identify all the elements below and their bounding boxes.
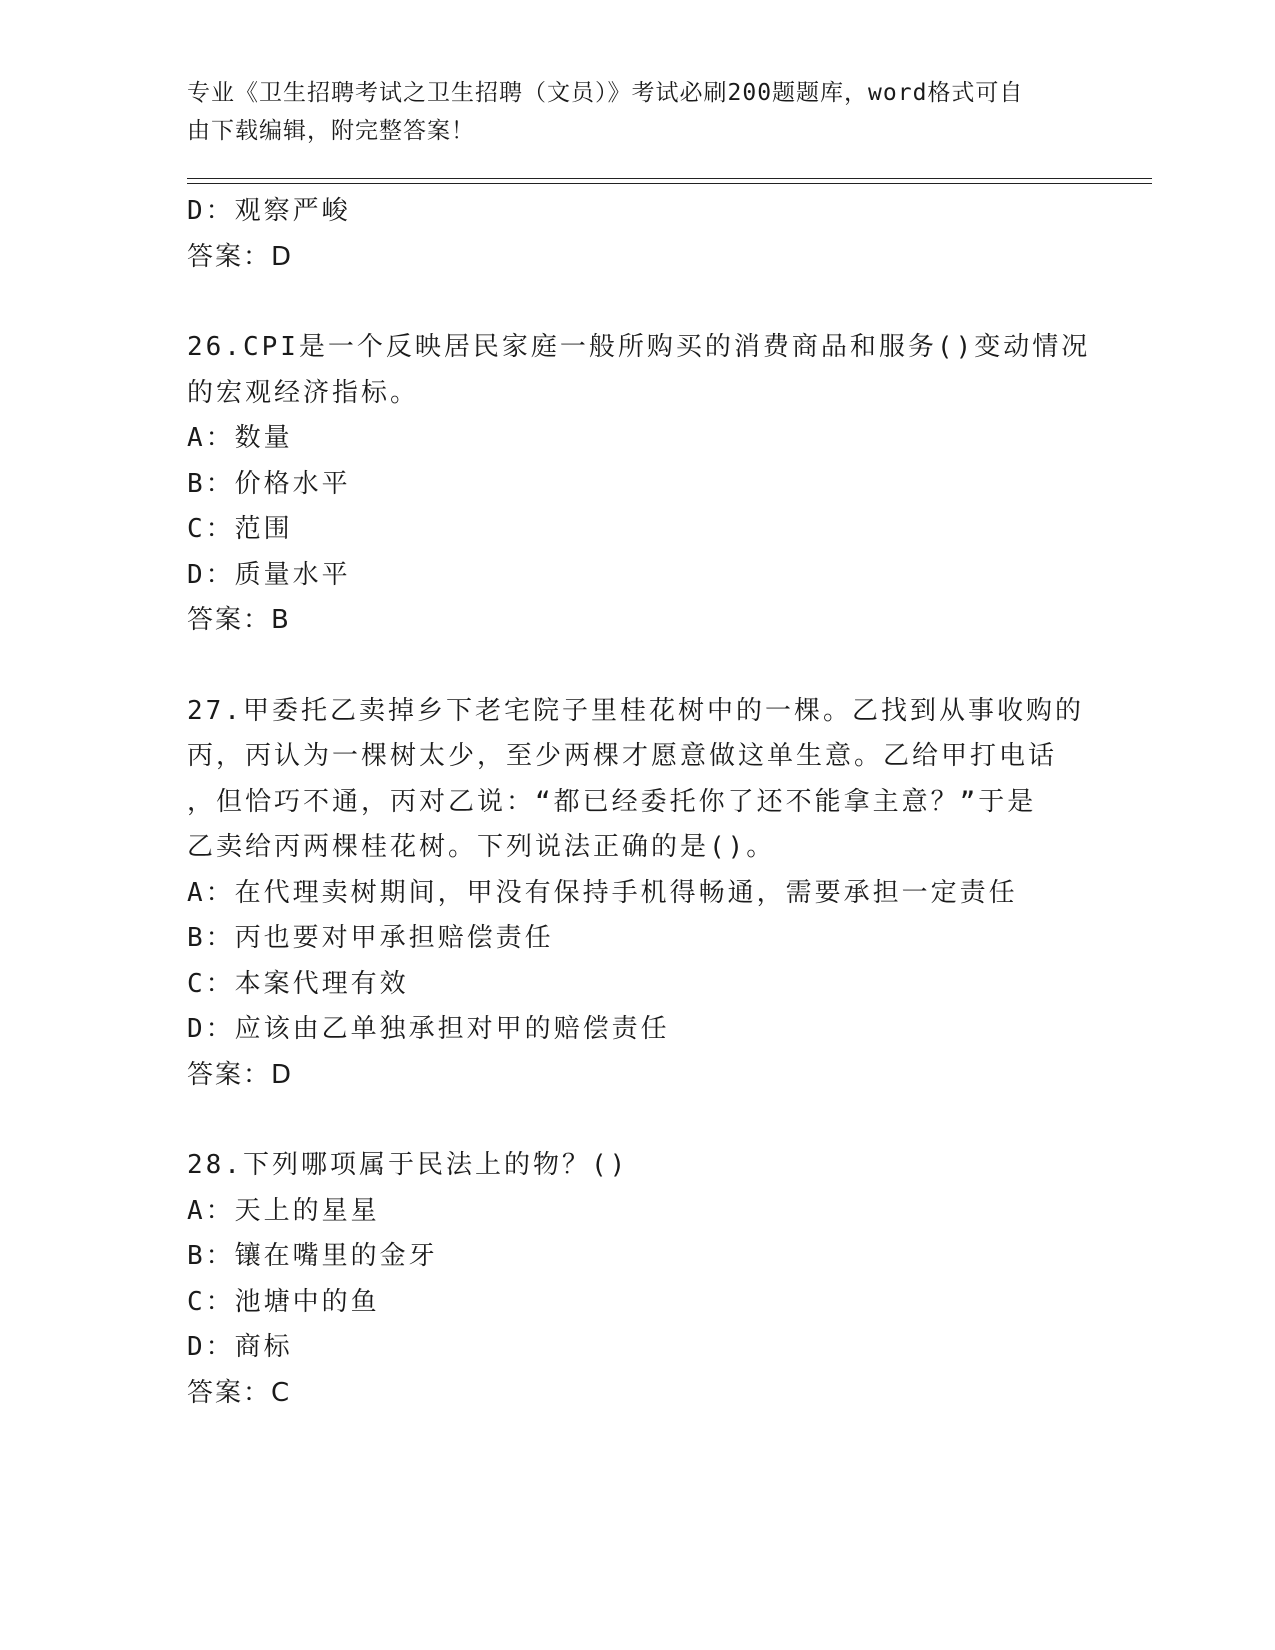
- question-28: [187, 1143, 1087, 1416]
- option-d: D：应该由乙单独承担对甲的赔偿责任: [187, 1014, 670, 1044]
- answer-line: 答案：D: [187, 1059, 294, 1090]
- header-divider-bottom: [187, 183, 1152, 184]
- spacer: [187, 644, 1087, 689]
- header-line-1: 专业《卫生招聘考试之卫生招聘（文员）》考试必刷200题题库，word格式可自: [187, 80, 1024, 106]
- question-stem-line: 26.CPI是一个反映居民家庭一般所购买的消费商品和服务()变动情况: [187, 332, 1091, 362]
- option-a: A：数量: [187, 423, 293, 453]
- option-a: A：天上的星星: [187, 1195, 380, 1226]
- option-b: B：价格水平: [187, 468, 351, 499]
- option-d: D：商标: [187, 1332, 293, 1362]
- question-27: [187, 689, 1087, 1099]
- document-body: [187, 189, 1091, 1416]
- question-stem-line: ，但恰巧不通，丙对乙说：“都已经委托你了还不能拿主意？”于是: [187, 786, 1037, 817]
- answer-line: 答案：C: [187, 1377, 292, 1408]
- option-d: D：观察严峻: [187, 196, 351, 226]
- question-26: [187, 325, 1091, 644]
- answer-line: 答案：B: [187, 605, 291, 635]
- question-stem-line: 27.甲委托乙卖掉乡下老宅院子里桂花树中的一棵。乙找到从事收购的: [187, 695, 1084, 726]
- spacer: [187, 1098, 1087, 1143]
- question-stem-line: 的宏观经济指标。: [187, 377, 420, 408]
- header-divider-top: [187, 178, 1152, 179]
- header-line-2: 由下载编辑，附完整答案！: [187, 118, 475, 144]
- question-stem-line: 28.下列哪项属于民法上的物？(): [187, 1150, 629, 1180]
- question-stem-line: 丙，丙认为一棵树太少，至少两棵才愿意做这单生意。乙给甲打电话: [187, 741, 1058, 771]
- option-c: C：范围: [187, 514, 293, 544]
- option-b: B：镶在嘴里的金牙: [187, 1241, 438, 1271]
- option-c: C：本案代理有效: [187, 968, 409, 999]
- document-header: [187, 74, 1067, 150]
- option-a: A：在代理卖树期间，甲没有保持手机得畅通，需要承担一定责任: [187, 877, 1018, 908]
- option-c: C：池塘中的鱼: [187, 1286, 380, 1317]
- previous-question-tail: [187, 189, 1087, 280]
- option-b: B：丙也要对甲承担赔偿责任: [187, 923, 554, 953]
- spacer: [187, 280, 1087, 325]
- answer-line: 答案：D: [187, 241, 294, 272]
- question-stem-line: 乙卖给丙两棵桂花树。下列说法正确的是()。: [187, 832, 776, 862]
- option-d: D：质量水平: [187, 559, 351, 590]
